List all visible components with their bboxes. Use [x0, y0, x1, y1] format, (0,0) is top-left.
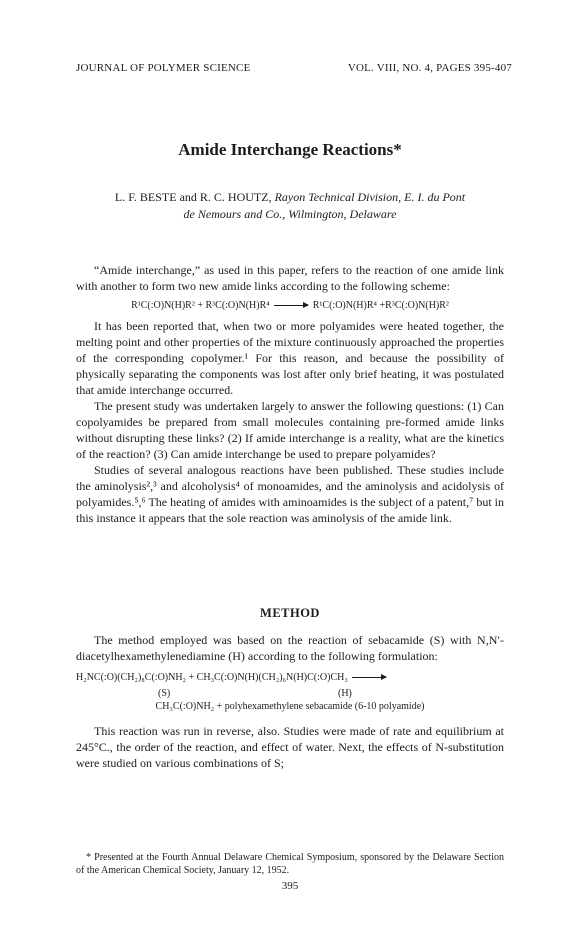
intro-paragraph-2: It has been reported that, when two or more polyamides were heated together, the melting point and other properties of the mixture continuously approached the properties of the corresponding copolymer.¹ For this reason, and because the possibility of physically separating the components was lost after only brief heating, it was postulated that amide interchange occurred. [76, 319, 504, 397]
intro-section [76, 262, 504, 526]
affiliation-line-1: Rayon Technical Division, E. I. du Pont [274, 190, 466, 204]
equation-line-1 [76, 670, 504, 686]
author-names: L. F. BESTE and R. C. HOUTZ, [114, 190, 272, 204]
volume-info: VOL. VIII, NO. 4, PAGES 395-407 [347, 62, 512, 74]
affiliation-line-2: de Nemours and Co., Wilmington, Delaware [183, 207, 397, 221]
interchange-scheme [76, 298, 504, 314]
intro-paragraph-3: The present study was undertaken largely to answer the following questions: (1) Can copolyamides be prepared from small molecules containing pre-formed amide links without disrupting these links? (2) If amide interchange is a reality, what are the kinetics of the reaction? (3) Can amide interchange be used to prepare polyamides? [76, 399, 504, 461]
scheme-products: R¹C(:O)N(H)R⁴ +R³C(:O)N(H)R² [312, 300, 449, 311]
scheme-reactants: R¹C(:O)N(H)R² + R³C(:O)N(H)R⁴ [131, 300, 270, 311]
footnote: * Presented at the Fourth Annual Delaware Chemical Symposium, sponsored by the Delaware Section of the American Chemical Society, January 12, 1952. [76, 852, 504, 876]
running-header [76, 62, 512, 74]
equation-reactants: H₂NC(:O)(CH₂)₈C(:O)NH₂ + CH₃C(:O)N(H)(CH₂)₆N(H)C(:O)CH₃ [76, 672, 348, 683]
reaction-arrow-icon [274, 305, 308, 306]
equation-arrow-icon [352, 677, 386, 678]
method-paragraph-2: This reaction was run in reverse, also. Studies were made of rate and equilibrium at 245°C., the order of the reaction, and effect of water. Next, the effects of N-substitution were studied on various combinations of S; [76, 724, 504, 770]
page-number: 395 [281, 880, 299, 892]
method-paragraph-1: The method employed was based on the reaction of sebacamide (S) with N,N′-diacetylhexamethylenediamine (H) according to the following formulation: [76, 633, 504, 663]
article-title: Amide Interchange Reactions* [178, 140, 402, 159]
author-block [60, 189, 520, 223]
method-section [76, 632, 504, 771]
intro-paragraph-4: Studies of several analogous reactions have been published. These studies include the aminolysis²,³ and alcoholysis⁴ of monoamides, and the aminolysis and acidolysis of polyamides.⁵,⁶ The heating of amides with aminoamides is the subject of a patent,⁷ but in this instance it appears that the sole reaction was aminolysis of the amide link. [76, 463, 504, 525]
equation-line-2: CH₃C(:O)NH₂ + polyhexamethylene sebacamide (6-10 polyamide) [155, 701, 425, 712]
label-diacetylhexamethylenediamine: (H) [338, 688, 352, 699]
journal-name: JOURNAL OF POLYMER SCIENCE [76, 62, 251, 74]
label-sebacamide: (S) [158, 688, 171, 699]
equation-labels [76, 686, 504, 699]
intro-paragraph-1: “Amide interchange,” as used in this paper, refers to the reaction of one amide link with another to form two new amide links according to the following scheme: [76, 263, 504, 293]
section-heading-method: METHOD [260, 606, 320, 620]
